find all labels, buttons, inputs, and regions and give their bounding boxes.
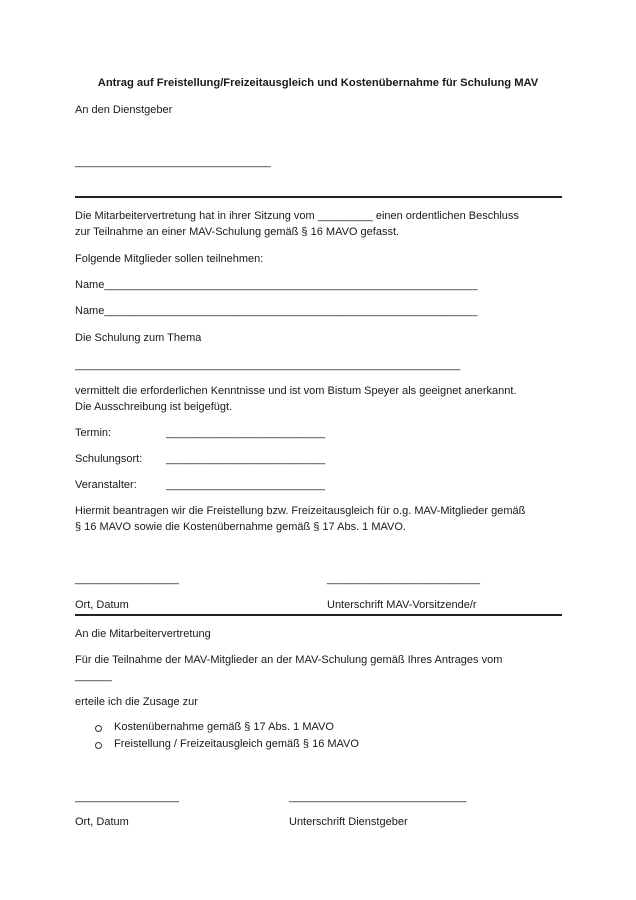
mav-place-date-blank[interactable]: _________________	[75, 573, 180, 585]
section-divider-2	[75, 614, 562, 616]
request-paragraph-line-2: § 16 MAVO sowie die Kostenübernahme gemäß § 17 Abs. 1 MAVO.	[75, 521, 406, 533]
option-release-label: Freistellung / Freizeitausgleich gemäß § 16 MAVO	[114, 738, 359, 750]
recognition-paragraph-line-1: vermittelt die erforderlichen Kenntnisse und ist vom Bistum Speyer als geeignet anerkannt.	[75, 385, 517, 397]
section-divider	[75, 196, 562, 198]
option-release-radio[interactable]	[95, 742, 102, 749]
mav-signature-blank[interactable]: _________________________	[327, 573, 480, 585]
request-paragraph-line-1: Hiermit beantragen wir die Freistellung bzw. Freizeitausgleich für o.g. MAV-Mitglieder gemäß	[75, 505, 526, 517]
recognition-paragraph-line-2: Die Ausschreibung ist beigefügt.	[75, 401, 233, 413]
date-label: Termin:	[75, 427, 112, 439]
member-name-field-2[interactable]: Name_____________________________________________________________	[75, 305, 478, 317]
resolution-paragraph-line-2: zur Teilnahme an einer MAV-Schulung gemäß § 16 MAVO gefasst.	[75, 226, 400, 238]
approval-request-date-blank[interactable]: ______	[75, 670, 112, 682]
option-cost-label: Kostenübernahme gemäß § 17 Abs. 1 MAVO	[114, 721, 334, 733]
location-label: Schulungsort:	[75, 453, 143, 465]
training-topic-label: Die Schulung zum Thema	[75, 332, 202, 344]
date-field[interactable]: __________________________	[166, 427, 326, 439]
organizer-field[interactable]: __________________________	[166, 479, 326, 491]
training-topic-field[interactable]: _______________________________________________________________	[75, 359, 461, 371]
resolution-paragraph-line-1: Die Mitarbeitervertretung hat in ihrer Sitzung vom _________ einen ordentlichen Beschluss	[75, 210, 519, 222]
grant-intro: erteile ich die Zusage zur	[75, 696, 198, 708]
employer-place-date-blank[interactable]: _________________	[75, 791, 180, 803]
mav-signature-label: Unterschrift MAV-Vorsitzende/r	[327, 599, 477, 611]
employer-signature-blank[interactable]: _____________________________	[289, 791, 467, 803]
document-title: Antrag auf Freistellung/Freizeitausgleich und Kostenübernahme für Schulung MAV	[97, 77, 539, 89]
employer-place-date-label: Ort, Datum	[75, 816, 129, 828]
location-field[interactable]: __________________________	[166, 453, 326, 465]
member-name-field-1[interactable]: Name_____________________________________________________________	[75, 279, 478, 291]
employer-signature-label: Unterschrift Dienstgeber	[289, 816, 408, 828]
addressee-employer: An den Dienstgeber	[75, 104, 173, 116]
addressee-mav: An die Mitarbeitervertretung	[75, 628, 211, 640]
members-intro: Folgende Mitglieder sollen teilnehmen:	[75, 253, 264, 265]
organizer-label: Veranstalter:	[75, 479, 137, 491]
option-cost-radio[interactable]	[95, 725, 102, 732]
employer-address-blank[interactable]: ________________________________	[75, 156, 271, 168]
mav-place-date-label: Ort, Datum	[75, 599, 129, 611]
approval-paragraph-line-1: Für die Teilnahme der MAV-Mitglieder an der MAV-Schulung gemäß Ihres Antrages vom	[75, 654, 503, 666]
